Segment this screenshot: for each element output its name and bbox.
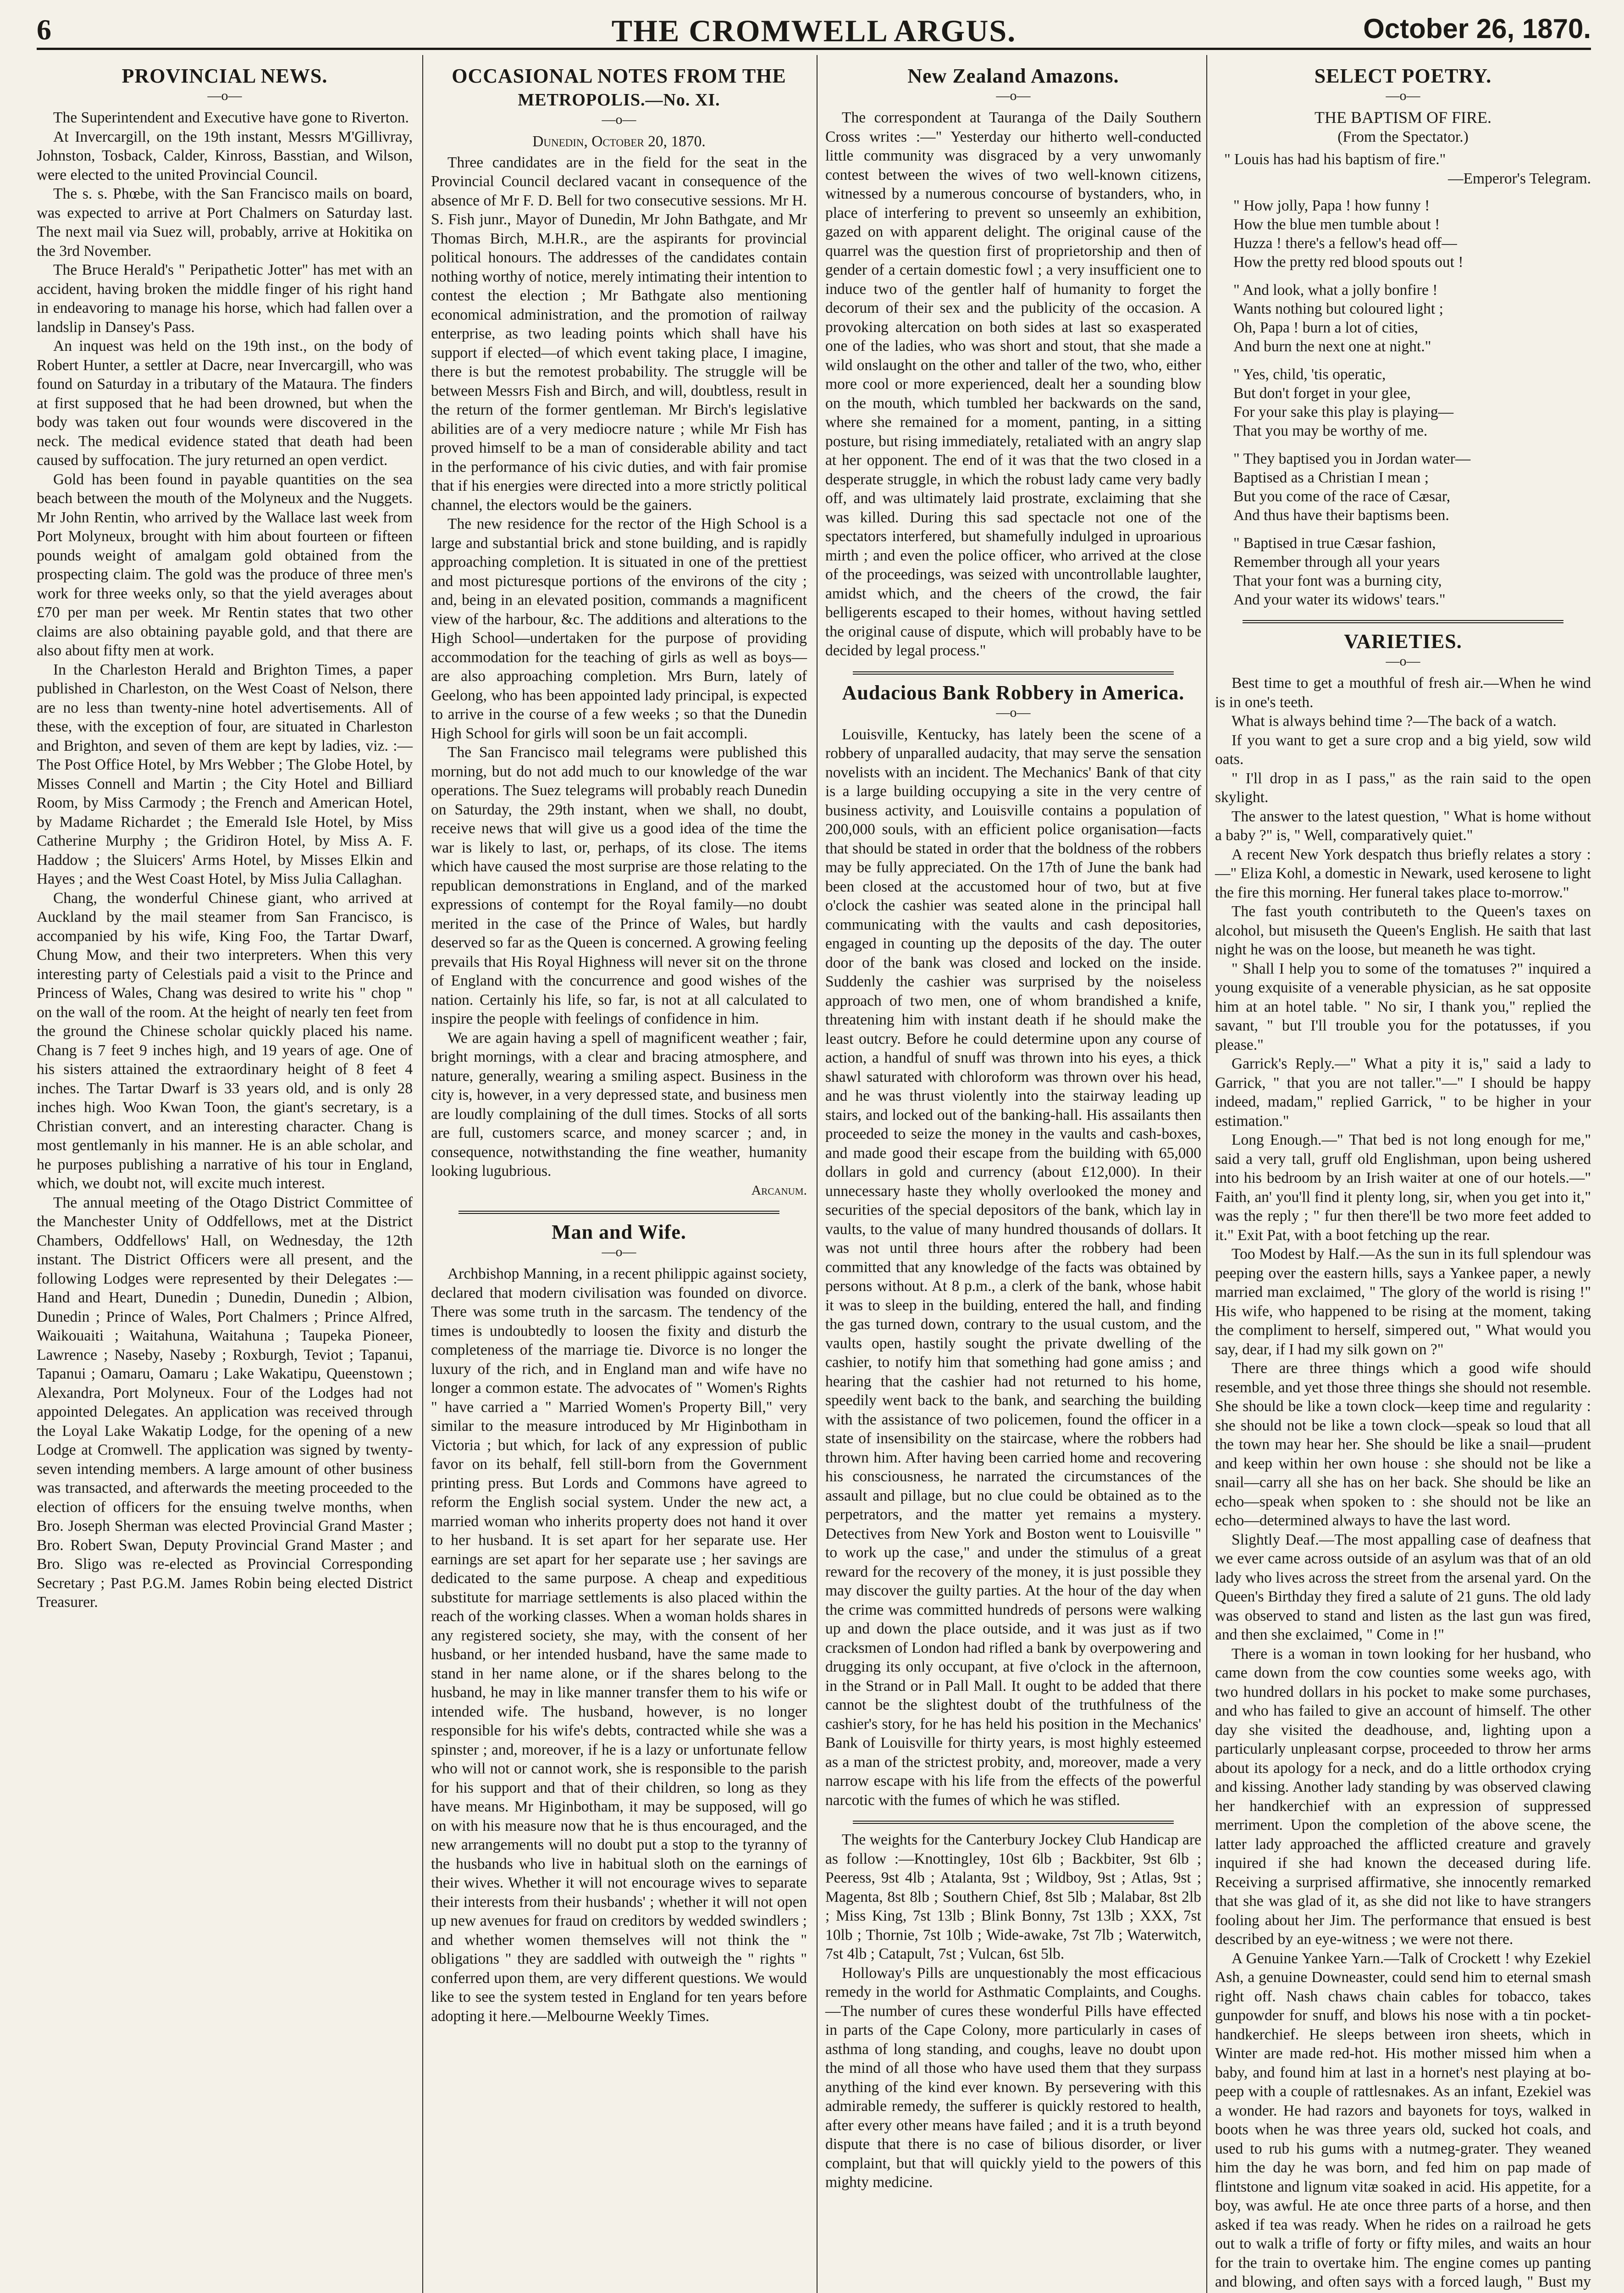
ornament: —o— xyxy=(1386,88,1420,103)
section-heading: SELECT POETRY. xyxy=(1314,65,1492,87)
paragraph: The Superintendent and Executive have gone to Riverton. xyxy=(53,109,409,126)
poem-title: THE BAPTISM OF FIRE. xyxy=(1314,108,1492,127)
paragraph: The new residence for the rector of the High School is a large and substantial brick and stone building, and is rapidly approaching completion. It is situated in one of the prettiest and most picturesque portions of the environs of the city ; and, being in an elevated position, commands a magnificent view of the harbour, &c. The additions and alterations to the High School—undertaken for the purpose of providing accommodation for the teaching of girls as well as boys—are also approaching completion. Mrs Burn, lately of Geelong, who has been appointed lady principal, is expected to arrive in the course of a few weeks ; so that the Dunedin High School for girls will soon be un fait accompli. xyxy=(431,515,807,742)
paragraph: If you want to get a sure crop and a big yield, sow wild oats. xyxy=(1215,731,1591,768)
poem xyxy=(1215,196,1591,609)
poem-stanza: " And look, what a jolly bonfire ! Wants nothing but coloured light ; Oh, Papa ! burn a lot of cities, And burn the next one at night." xyxy=(1233,282,1443,355)
paragraph: Chang, the wonderful Chinese giant, who arrived at Auckland by the mail steamer from San Francisco, is accompanied by his wife, King Foo, the Tartar Dwarf, Chung Mow, and their two interpreters. When this very interesting party of Celestials paid a visit to the Prince and Princess of Wales, Chang was desired to write his " chop " on the wall of the room. At the height of nearly ten feet from the ground the Chinese scholar quickly placed his name. Chang is 7 feet 9 inches high, and 19 years of age. One of his sisters attained the extraordinary height of 8 feet 4 inches. The Tartar Dwarf is 33 years old, and is only 28 inches high. Woo Kwan Toon, the giant's secretary, is a Christian convert, and an interesting character. Chang is most gentlemanly in his manner. He is an able scholar, and he purposes publishing a narrative of his tour in England, which, we doubt not, will excite much interest. xyxy=(37,889,413,1192)
column-provincial-news xyxy=(37,64,413,1612)
paragraph: At Invercargill, on the 19th instant, Messrs M'Gillivray, Johnston, Tosback, Calder, Kinross, Basstian, and Wilson, were elected to the united Provincial Council. xyxy=(37,128,413,183)
article-body xyxy=(825,725,1201,1810)
ornament: —o— xyxy=(996,704,1031,720)
paragraph: Holloway's Pills are unquestionably the most efficacious remedy in the world for Asthmatic Complaints, and Coughs.—The number of cures these wonderful Pills have effected in parts of the Cape Colony, more particularly in cases of asthma of long standing, and coughs, leave no doubt upon the mind of all those who have used them that they surpass anything of the kind ever known. By persevering with this admirable remedy, the sufferer is quickly restored to health, after every other means have failed ; and it is a truth beyond dispute that there is no case of bilious disorder, or liver complaint, but that will quickly yield to the powers of this mighty medicine. xyxy=(825,1964,1201,2191)
paragraph: A recent New York despatch thus briefly relates a story :—" Eliza Kohl, a domestic in Newark, used kerosene to light the fire this morning. Her funeral takes place to-morrow." xyxy=(1215,846,1591,901)
ornament: —o— xyxy=(602,112,636,127)
paragraph: There is a woman in town looking for her husband, who came down from the cow counties some weeks ago, with two hundred dollars in his pocket to make some purchases, and who has failed to give an account of himself. The other day she visited the deadhouse, and, lighting upon a particularly unpleasant corpse, proceeded to throw her arms about its apology for a neck, and do a little orthodox crying and kissing. Another lady standing by was observed clawing her handkerchief with an expression of suppressed merriment. Upon the completion of the above scene, the latter lady approached the afflicted creature and gravely inquired if she had known the deceased during life. Receiving a surprised affirmative, she innocently remarked that she was glad of it, as she did not like to have strangers fooling about her Jim. The performance that ensued is best described by an eye-witness ; we were not there. xyxy=(1215,1645,1591,1948)
paragraph: The San Francisco mail telegrams were published this morning, but do not add much to our knowledge of the war operations. The Suez telegrams will probably reach Dunedin on Saturday, the 29th instant, when we shall, no doubt, receive news that will give us a good idea of the time the war is likely to last, or, perhaps, of its close. The items which have caused the most surprise are those relating to the republican demonstrations in England, and of the marked expressions of contempt for the Royal family—no doubt merited in the case of the Prince of Wales, but hardly deserved so far as the Queen is concerned. A growing feeling prevails that His Royal Highness will never sit on the throne of England with the concurrence and good wishes of the nation. Certainly his life, so far, is not at all calculated to inspire the people with feelings of confidence in him. xyxy=(431,744,807,1027)
article-body xyxy=(431,1264,807,2026)
signature: Arcanum. xyxy=(751,1182,807,1198)
paragraph: Best time to get a mouthful of fresh air.—When he wind is in one's teeth. xyxy=(1215,675,1591,711)
masthead-rule xyxy=(37,48,1591,50)
paragraph: What is always behind time ?—The back of a watch. xyxy=(1232,713,1557,730)
paragraph: Three candidates are in the field for the seat in the Provincial Council declared vacant in consequence of the absence of Mr F. D. Bell for two consecutive sessions. Mr H. S. Fish junr., Mayor of Dunedin, Mr John Bathgate, and Mr Thomas Birch, M.H.R., are the aspirants for provincial political honours. The addresses of the candidates contain nothing worthy of notice, merely intimating their intention to contest the election ; Mr Bathgate also mentioning economical administration, and the promotion of railway enterprise, as two leading points which shall have his support if elected—of which event taking place, I imagine, there is but the remotest probability. The struggle will be between Messrs Fish and Birch, and will, doubtless, result in the return of the former gentleman. Mr Birch's legislative abilities are of a very mediocre nature ; while Mr Fish has proved himself to be a man of considerable ability and tact in the performance of his civic duties, and with fair promise that if his energies were directed into a more strictly political channel, the electors would be the gainers. xyxy=(431,154,807,514)
ornament: —o— xyxy=(1386,654,1420,669)
column-rule xyxy=(422,55,423,2293)
paragraph: An inquest was held on the 19th inst., on the body of Robert Hunter, a settler at Dacre, near Invercargill, who was found on Saturday in a tributary of the Mataura. The finders at first supposed that he had been drowned, but when the body was taken out four wounds were discovered in the neck. The medical evidence stated that death had been caused by suffocation. The jury returned an open verdict. xyxy=(37,338,413,469)
issue-date: October 26, 1870. xyxy=(1363,13,1591,44)
dateline: Dunedin, October 20, 1870. xyxy=(532,133,706,150)
paragraph: Louisville, Kentucky, has lately been the scene of a robbery of unparalled audacity, that may serve the sensation novelists with an incident. The Mechanics' Bank of that city is a large building occupying a site in the very centre of business activity, and Louisville contains a population of 200,000 souls, with an efficient police organisation—facts that should be stated in order that the boldness of the robbers may be fully appreciated. On the 17th of June the bank had been closed at the accustomed hour of two, but at five o'clock the cashier was seated alone in the principal hall communicating with the vaults and cash depositories, engaged in counting up the deposits of the day. The outer door of the bank was closed and locked on the inside. Suddenly the cashier was surprised by the noiseless approach of two men, one of whom brandished a knife, threatening him with instant death if he should make the least outcry. Before he could determine upon any course of action, a handful of snuff was thrown into his eyes, a thick shawl saturated with chloroform was thrown over his head, and he was thrust violently into the stairway leading up stairs, and locked out of the banking-hall. His assailants then proceeded to seize the money in the vaults and cash-boxes, and made good their escape from the building with 65,000 dollars in gold and currency (about £12,000). In their unnecessary haste they wholly overlooked the money and securities of the special depositors of the bank, which lay in vaults, to the value of many hundred thousands of dollars. It was not until three hours after the robbery had been committed that any knowledge of the facts was obtained by persons without. At 8 p.m., a clerk of the bank, whose habit it was to sleep in the building, entered the hall, and finding the gas turned down, contrary to the usual custom, and the vaults open, hastily sought the private dwelling of the cashier, to notify him that something had gone amiss ; and hearing that the cashier had not returned to his home, speedily went back to the bank, and searching the building with the assistance of two policemen, found the officer in a state of insensibility on the staircase, where the robbers had thrown him. After having been carried home and recovering his consciousness, he narrated the circumstances of the assault and pillage, but no clue could be obtained as to the perpetrators, and the matter yet remains a mystery. Detectives from New York and Boston went to Louisville " to work up the case," and under the stimulus of a great reward for the recovery of the money, it is just possible they may discover the guilty parties. At the hour of the day when the crime was committed hundreds of persons were walking up and down the place outside, and it was just as if two cracksmen of London had rifled a bank by overpowering and drugging its only occupant, at five o'clock in the afternoon, in the Strand or in Pall Mall. It ought to be added that there cannot be the slightest doubt of the truthfulness of the cashier's story, for he has held his position in the Mechanics' Bank of Louisville for thirty years, is most highly esteemed as a man of the strictest probity, and, moreover, made a very narrow escape with his life from the effects of the powerful narcotic with the fumes of which he was stifled. xyxy=(825,726,1201,1809)
paragraph: The s. s. Phœbe, with the San Francisco mails on board, was expected to arrive at Port Chalmers on Saturday last. The next mail via Suez will, probably, arrive at Hokitika on the 3rd November. xyxy=(37,185,413,260)
paragraph: Garrick's Reply.—" What a pity it is," said a lady to Garrick, " that you are not taller."—" I should be happy indeed, madam," replied Garrick, " to be higher in your estimation." xyxy=(1215,1055,1591,1130)
paragraph: Gold has been found in payable quantities on the sea beach between the mouth of the Molyneux and the Nuggets. Mr John Rentin, who arrived by the Wallace last week from Port Molyneux, brought with him about fourteen or fifteen pounds weight of amalgam gold obtained from the prospecting claim. The gold was the produce of three men's work for three weeks only, so that the yield averages about £70 per man per week. Mr Rentin states that two other claims are also obtaining payable gold, and that there are also about fifty men at work. xyxy=(37,471,413,659)
section-divider xyxy=(853,1821,1174,1824)
paragraph: Long Enough.—" That bed is not long enough for me," said a very tall, gruff old Englishman, upon being ushered into his bedroom by an Irish waiter at one of our hotels.—" Faith, an' you'll find it plenty long, sir, when you get into it," was the reply ; " fur then there'll be two more feet added to it." Exit Pat, with a boot fetching up the rear. xyxy=(1215,1131,1591,1244)
section-divider xyxy=(853,671,1174,675)
poem-epigraph: " Louis has had his baptism of fire." xyxy=(1224,151,1446,168)
poem-source: (From the Spectator.) xyxy=(1337,128,1469,145)
paragraph: The correspondent at Tauranga of the Daily Southern Cross writes :—" Yesterday our hitherto well-conducted little community was disgraced by a very unwomanly contest between the wives of two well-known citizens, witnessed by a numerous concourse of bystanders, who, in place of interfering to prevent so unseemly an exhibition, gazed on with apparent delight. The original cause of the quarrel was the question first of proprietorship and then of gender of a certain domestic fowl ; a very insufficient one to induce two of the gentler half of humanity to forget the decorum of their sex and the publicity of the occasion. A provoking altercation on both sides at last so exasperated one of the ladies, who was short and stout, that she made a wild onslaught on the other and taller of the two, who, either more cool or more experienced, dealt her a sounding blow on the mouth, which tumbled her backwards on the sand, where she remained for a moment, panting, in a sitting posture, but rising immediately, retaliated with an angry slap at her opponent. The end of it was that the two closed in a desperate struggle, in which the robust lady came very badly off, and was ultimately laid prostrate, exclaiming that she was killed. During this sad spectacle not one of the spectators interfered, but shamefully indulged in uproarious mirth ; and even the police officer, who arrived at the close of the proceedings, was seized with uncontrollable laughter, amidst which, and the cheers of the crowd, the fair belligerents escaped to their homes, without having settled the original cause of dispute, which will probably have to be decided by legal process." xyxy=(825,109,1201,659)
section-heading: New Zealand Amazons. xyxy=(907,65,1119,87)
paragraph: Archbishop Manning, in a recent philippic against society, declared that modern civilisation was founded on divorce. There was some truth in the sarcasm. The tendency of the times is undoubtedly to loosen the fixity and disturb the completeness of the marriage tie. Divorce is no longer the luxury of the rich, and in England man and wife have no longer a common estate. The advocates of " Women's Rights " have carried a " Married Women's Property Bill," very similar to the measure introduced by Mr Higinbotham in Victoria ; but which, for lack of any expression of public favor on its behalf, fell still-born from the Government printing press. But Lords and Commons have agreed to reform the English social system. Under the new act, a married woman who inherits property does not hand it over to her husband. It is set apart for her separate use. Her earnings are set apart for her separate use ; her savings are dedicated to the same purpose. A cheap and expeditious substitute for marriage settlements is also placed within the reach of the working classes. When a woman holds shares in any registered society, she may, with the consent of her husband, or her intended husband, have the same made to stand in her name alone, or if the shares belong to the husband, he may in like manner transfer them to his wife or intended wife. The husband, however, is no longer responsible for his wife's debts, contracted while she was a spinster ; and, moreover, if he is a lazy or unfortunate fellow who will not or cannot work, she is responsible to the parish for his support and that of their children, so long as they have means. Mr Higinbotham, it may be supposed, will go on with his measure now that he is thus encouraged, and the new arrangements will no doubt put a stop to the tyranny of the husbands who live in habitual sloth on the earnings of their wives. Whether it will not encourage wives to separate their interests from their husbands' ; whether it will not open up new avenues for fraud on creditors by wedded swindlers ; and whether women themselves will not think the " obligations " they are saddled with outweigh the " rights " conferred upon them, are very different questions. We would like to see the system tested in England for ten years before adopting it here.—Melbourne Weekly Times. xyxy=(431,1265,807,2025)
column-rule xyxy=(817,55,818,2293)
paragraph: The fast youth contributeth to the Queen's taxes on alcohol, but misuseth the Queen's English. He saith that last night he was on the loose, but meaneth he was tight. xyxy=(1215,903,1591,958)
paragraph: The answer to the latest question, " What is home without a baby ?" is, " Well, comparatively quiet." xyxy=(1215,808,1591,844)
paragraph: " Shall I help you to some of the tomatuses ?" inquired a young exquisite of a venerable physician, as he sat opposite him at an hotel table. " No sir, I thank you," replied the savant, " but I'll trouble you for the potatusses, if you please." xyxy=(1215,960,1591,1053)
ornament: —o— xyxy=(996,88,1031,103)
section-subheading: METROPOLIS.—No. XI. xyxy=(518,90,720,110)
masthead xyxy=(37,13,1591,46)
column-metropolis-notes xyxy=(431,64,807,2026)
column-poetry-varieties xyxy=(1215,64,1591,2293)
paragraph: The weights for the Canterbury Jockey Club Handicap are as follow :—Knottingley, 10st 6lb ; Backbiter, 9st 6lb ; Peeress, 9st 4lb ; Atalanta, 9st ; Wildboy, 9st ; Atlas, 9st ; Magenta, 8st 8lb ; Southern Chief, 8st 5lb ; Malabar, 8st 2lb ; Miss King, 7st 13lb ; Blink Bonny, 7st 13lb ; XXX, 7st 10lb ; Thornie, 7st 10lb ; Wide-awake, 7st 7lb ; Waterwitch, 7st 4lb ; Catapult, 7st ; Vulcan, 6st 5lb. xyxy=(825,1831,1201,1962)
paragraph: " I'll drop in as I pass," as the rain said to the open skylight. xyxy=(1215,770,1591,806)
poem-stanza: " How jolly, Papa ! how funny ! How the blue men tumble about ! Huzza ! there's a fellow's head off— How the pretty red blood spouts out ! xyxy=(1233,197,1464,271)
paragraph: Too Modest by Half.—As the sun in its full splendour was peeping over the eastern hills, says a Yankee paper, a newly married man exclaimed, " The glory of the world is rising !" His wife, who happened to be rising at the moment, taking the compliment to herself, simpered out, " What would you say, dear, if I had my silk gown on ?" xyxy=(1215,1246,1591,1358)
section-heading: Man and Wife. xyxy=(552,1221,686,1243)
page-number: 6 xyxy=(37,13,51,46)
paragraph: In the Charleston Herald and Brighton Times, a paper published in Charleston, on the West Coast of Nelson, there are no less than twenty-nine hotel advertisements. All of these, with the exception of four, are situated in Charleston and Brighton, and seven of them are kept by ladies, viz. :—The Post Office Hotel, by Mrs Webber ; The Globe Hotel, by Misses Connell and Martin ; the City Hotel and Billiard Room, by Miss Carmody ; the French and American Hotel, by Madame Richardet ; the Emerald Isle Hotel, by Miss Catherine Murphy ; the Gridiron Hotel, by Miss A. F. Haddow ; the Sluicers' Arms Hotel, by Misses Elkin and Hayes ; and the West Coast Hotel, by Miss Julia Callaghan. xyxy=(37,661,413,887)
section-divider xyxy=(1243,620,1563,623)
ornament: —o— xyxy=(207,88,242,103)
paragraph: Slightly Deaf.—The most appalling case of deafness that we ever came across outside of an asylum was that of an old lady who lives across the street from the arsenal yard. On the Queen's Birthday they fired a salute of 21 guns. The old lady was observed to stand and listen as the last gun was fired, and then she exclaimed, " Come in !" xyxy=(1215,1531,1591,1643)
paragraph: The annual meeting of the Otago District Committee of the Manchester Unity of Oddfellows, met at the District Chambers, Oddfellows' Hall, on Wednesday, the 12th instant. The District Officers were all present, and the following Lodges were represented by their Delegates :—Hand and Heart, Dunedin ; Dunedin, Dunedin ; Albion, Dunedin ; Prince of Wales, Port Chalmers ; Prince Alfred, Waikouaiti ; Waitahuna, Waitahuna ; Taupeka Pioneer, Lawrence ; Naseby, Naseby ; Roxburgh, Teviot ; Tapanui, Tapanui ; Oamaru, Oamaru ; Lake Wakatipu, Queenstown ; Alexandra, Port Molyneux. Four of the Lodges had not appointed Delegates. An application was received through the Loyal Lake Wakatip Lodge, for the opening of a new Lodge at Cromwell. The application was signed by twenty-seven intending members. A large amount of other business was transacted, and afterwards the meeting proceeded to the election of officers for the ensuing twelve months, when Bro. Joseph Sherman was elected Provincial Grand Master ; Bro. Robert Swan, Deputy Provincial Grand Master ; and Bro. Sligo was re-elected as Provincial Corresponding Secretary ; Past P.G.M. James Robin being elected District Treasurer. xyxy=(37,1194,413,1611)
poem-stanza: " Yes, child, 'tis operatic, But don't forget in your glee, For your sake this play is playing— That you may be worthy of me. xyxy=(1233,366,1454,439)
poem-stanza: " Baptised in true Cæsar fashion, Remember through all your years That your font was a burning city, And your water its widows' tears." xyxy=(1233,535,1446,608)
section-divider xyxy=(458,1211,779,1214)
poem-stanza: " They baptised you in Jordan water— Baptised as a Christian I mean ; But you come of the race of Cæsar, And thus have their baptisms been. xyxy=(1233,450,1471,524)
section-heading: VARIETIES. xyxy=(1344,630,1462,653)
article-body xyxy=(825,108,1201,660)
paragraph: A Genuine Yankee Yarn.—Talk of Crockett ! why Ezekiel Ash, a genuine Downeaster, could send him to eternal smash right off. Nash chaws chain cables for tobacco, takes gunpowder for snuff, and blows his nose with a tin pocket-handkerchief. He sleeps between iron sheets, which in Winter are made red-hot. His mother missed him when a baby, and found him at last in a hornet's nest playing at bo-peep with a couple of rattlesnakes. As an infant, Ezekiel was a wonder. He had razors and bayonets for toys, walked in boots when he was three years old, sucked hot coals, and used to rub his gums with a nutmeg-grater. They weaned him the day he was born, and fed him on pap made of flintstone and lignum vitæ soaked in acid. His appetite, for a boy, was awful. He ate once three parts of a horse, and then asked if tea was ready. When he rides on a railroad he gets out to walk a trifle of forty or fifty miles, and waits an hour for the train to overtake him. The engine comes up panting and blowing, and often says with a forced laugh, " Bust my xyxy=(1215,1950,1591,2290)
column-rule xyxy=(1206,55,1207,2293)
section-heading: Audacious Bank Robbery in America. xyxy=(842,681,1185,704)
newspaper-title: THE CROMWELL ARGUS. xyxy=(611,13,1016,48)
ornament: —o— xyxy=(602,1244,636,1259)
paragraph: There are three things which a good wife should resemble, and yet those three things she should not resemble. She should be like a town clock—keep time and regularity : she should not be like a town clock—speak so loud that all the town may hear her. She should be like a snail—prudent and keep within her own house : she should not be like a snail—carry all she has on her back. She should be like an echo—speak when spoken to : she should not be like an echo—determined always to have the last word. xyxy=(1215,1360,1591,1529)
paragraph: We are again having a spell of magnificent weather ; fair, bright mornings, with a clear and bracing atmosphere, and nature, generally, wearing a smiling aspect. Business in the city is, however, in a very depressed state, and business men are loudly complaining of the dull times. Stocks of all sorts are full, customers scarce, and money scarcer ; and, in consequence, notwithstanding the fine weather, humanity looking lugubrious. xyxy=(431,1029,807,1180)
section-heading: OCCASIONAL NOTES FROM THE xyxy=(452,65,786,87)
article-body xyxy=(37,108,413,1612)
section-heading: PROVINCIAL NEWS. xyxy=(122,65,328,87)
article-body xyxy=(431,153,807,1181)
paragraph: The Bruce Herald's " Peripathetic Jotter" has met with an accident, having broken the middle finger of his right hand in endeavoring to manage his horse, which had fallen over a landslip in Dansey's Pass. xyxy=(37,261,413,336)
article-body xyxy=(1215,674,1591,2293)
column-amazons-robbery xyxy=(825,64,1201,2192)
poem-epigraph-attribution: —Emperor's Telegram. xyxy=(1448,170,1591,187)
article-body xyxy=(825,1830,1201,2192)
